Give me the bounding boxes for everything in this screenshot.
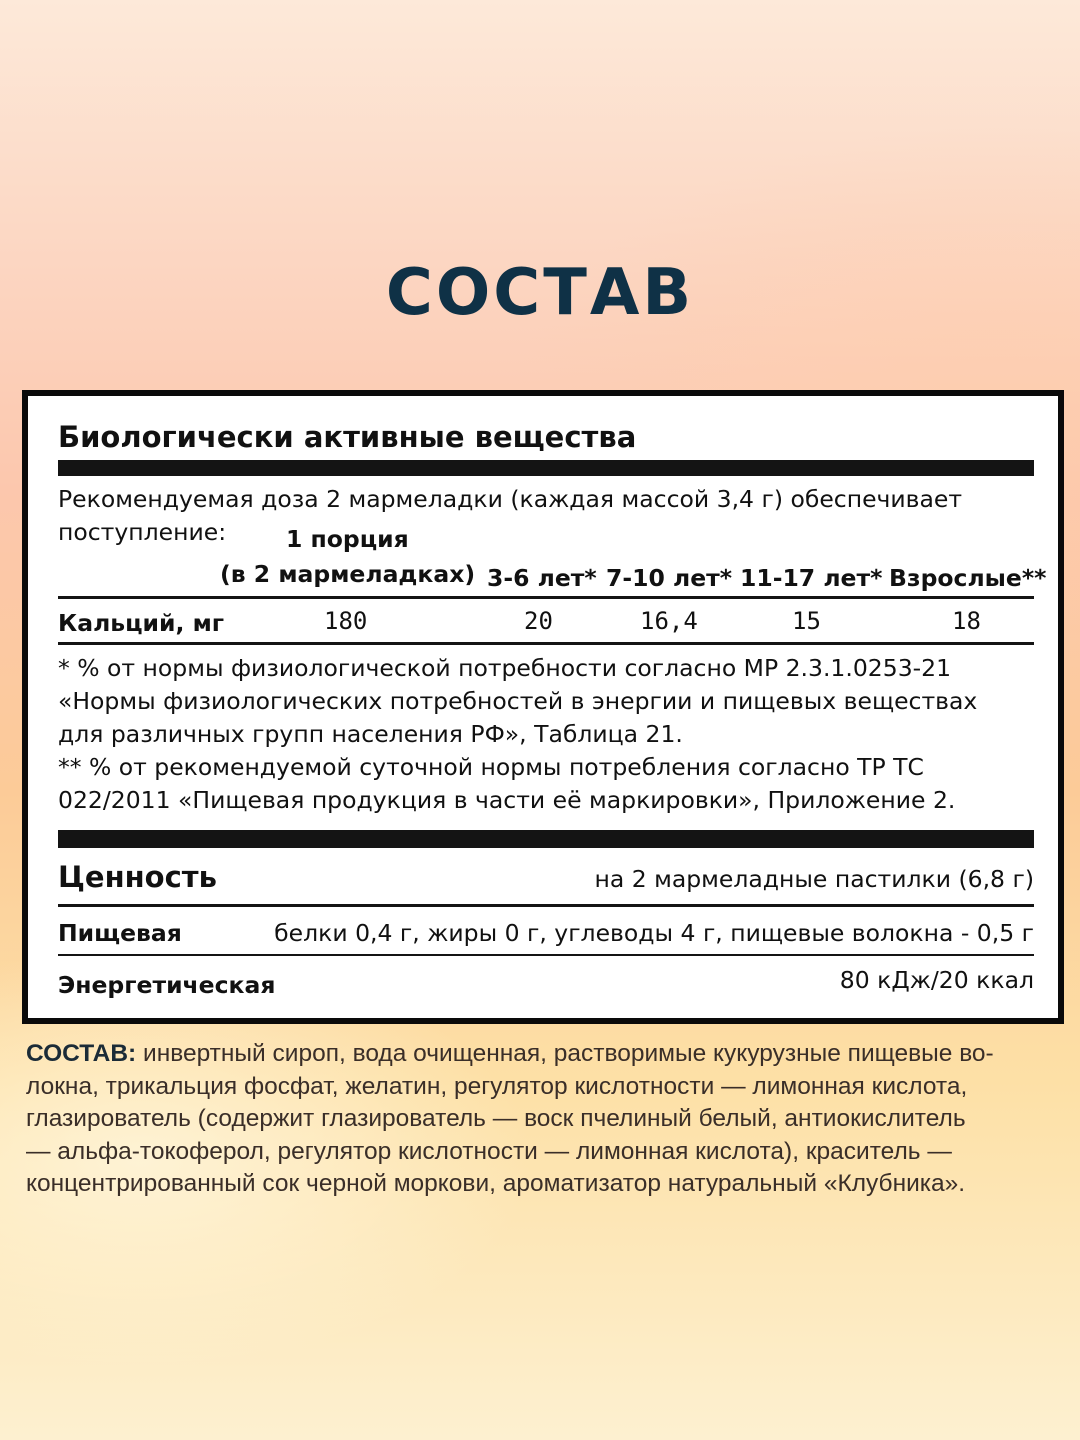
row-value-portion: 180 bbox=[324, 607, 368, 635]
col-age-3-6: 3-6 лет* bbox=[487, 564, 597, 592]
row-label-calcium: Кальций, мг bbox=[58, 609, 225, 637]
col-portion-line1: 1 порция bbox=[286, 525, 409, 553]
value-section-bar bbox=[58, 830, 1034, 848]
composition-label: СОСТАВ: bbox=[26, 1040, 137, 1067]
composition-line: — альфа-токоферол, регулятор кислотности — лимонная кислота), краситель — bbox=[26, 1137, 952, 1165]
composition-line: локна, трикальция фосфат, желатин, регулятор кислотности — лимонная кислота, bbox=[26, 1072, 968, 1100]
row-value-3-6: 20 bbox=[524, 607, 553, 635]
bio-title-bar bbox=[58, 460, 1034, 476]
footnote-line: «Нормы физиологических потребностей в энергии и пищевых веществах bbox=[58, 687, 978, 715]
nutritional-value: белки 0,4 г, жиры 0 г, углеводы 4 г, пищевые волокна - 0,5 г bbox=[274, 919, 1034, 947]
footnote-line: ** % от рекомендуемой суточной нормы потребления согласно ТР ТС bbox=[58, 753, 924, 781]
row-value-11-17: 15 bbox=[792, 607, 821, 635]
bio-title: Биологически активные вещества bbox=[58, 420, 637, 454]
table-row-rule bbox=[58, 642, 1034, 645]
value-header-rule bbox=[58, 904, 1034, 907]
bio-intro-line1: Рекомендуемая доза 2 мармеладки (каждая массой 3,4 г) обеспечивает bbox=[58, 485, 963, 513]
nutrition-panel bbox=[22, 390, 1064, 1024]
row-value-7-10: 16,4 bbox=[640, 607, 698, 635]
composition-line: концентрированный сок черной моркови, ароматизатор натуральный «Клубника». bbox=[26, 1170, 966, 1198]
col-age-11-17: 11-17 лет* bbox=[740, 564, 883, 592]
composition-line: глазирователь (содержит глазирователь — воск пчелиный белый, антиокислитель bbox=[26, 1105, 966, 1133]
nutritional-label: Пищевая bbox=[58, 919, 182, 947]
energy-label: Энергетическая bbox=[58, 971, 276, 999]
footnote-line: для различных групп населения РФ», Таблица 21. bbox=[58, 720, 683, 748]
bio-intro-line2: поступление: bbox=[58, 518, 227, 546]
composition-text bbox=[26, 1038, 1062, 1201]
footnotes bbox=[58, 652, 1048, 817]
footnote-line: * % от нормы физиологической потребности согласно МР 2.3.1.0253-21 bbox=[58, 654, 952, 682]
col-portion-line2: (в 2 мармеладках) bbox=[220, 560, 476, 588]
composition-line: инвертный сироп, вода очищенная, растворимые кукурузные пищевые во- bbox=[136, 1040, 994, 1067]
footnote-line: 022/2011 «Пищевая продукция в части её маркировки», Приложение 2. bbox=[58, 786, 956, 814]
page-title: СОСТАВ bbox=[385, 256, 695, 330]
col-adults: Взрослые** bbox=[889, 564, 1047, 592]
row-value-adults: 18 bbox=[952, 607, 981, 635]
value-serving: на 2 мармеладные пастилки (6,8 г) bbox=[594, 865, 1034, 893]
nutritional-rule bbox=[58, 954, 1034, 956]
energy-value: 80 кДж/20 ккал bbox=[839, 966, 1034, 994]
col-age-7-10: 7-10 лет* bbox=[606, 564, 733, 592]
table-header-rule bbox=[58, 596, 1034, 599]
value-title: Ценность bbox=[58, 860, 217, 894]
